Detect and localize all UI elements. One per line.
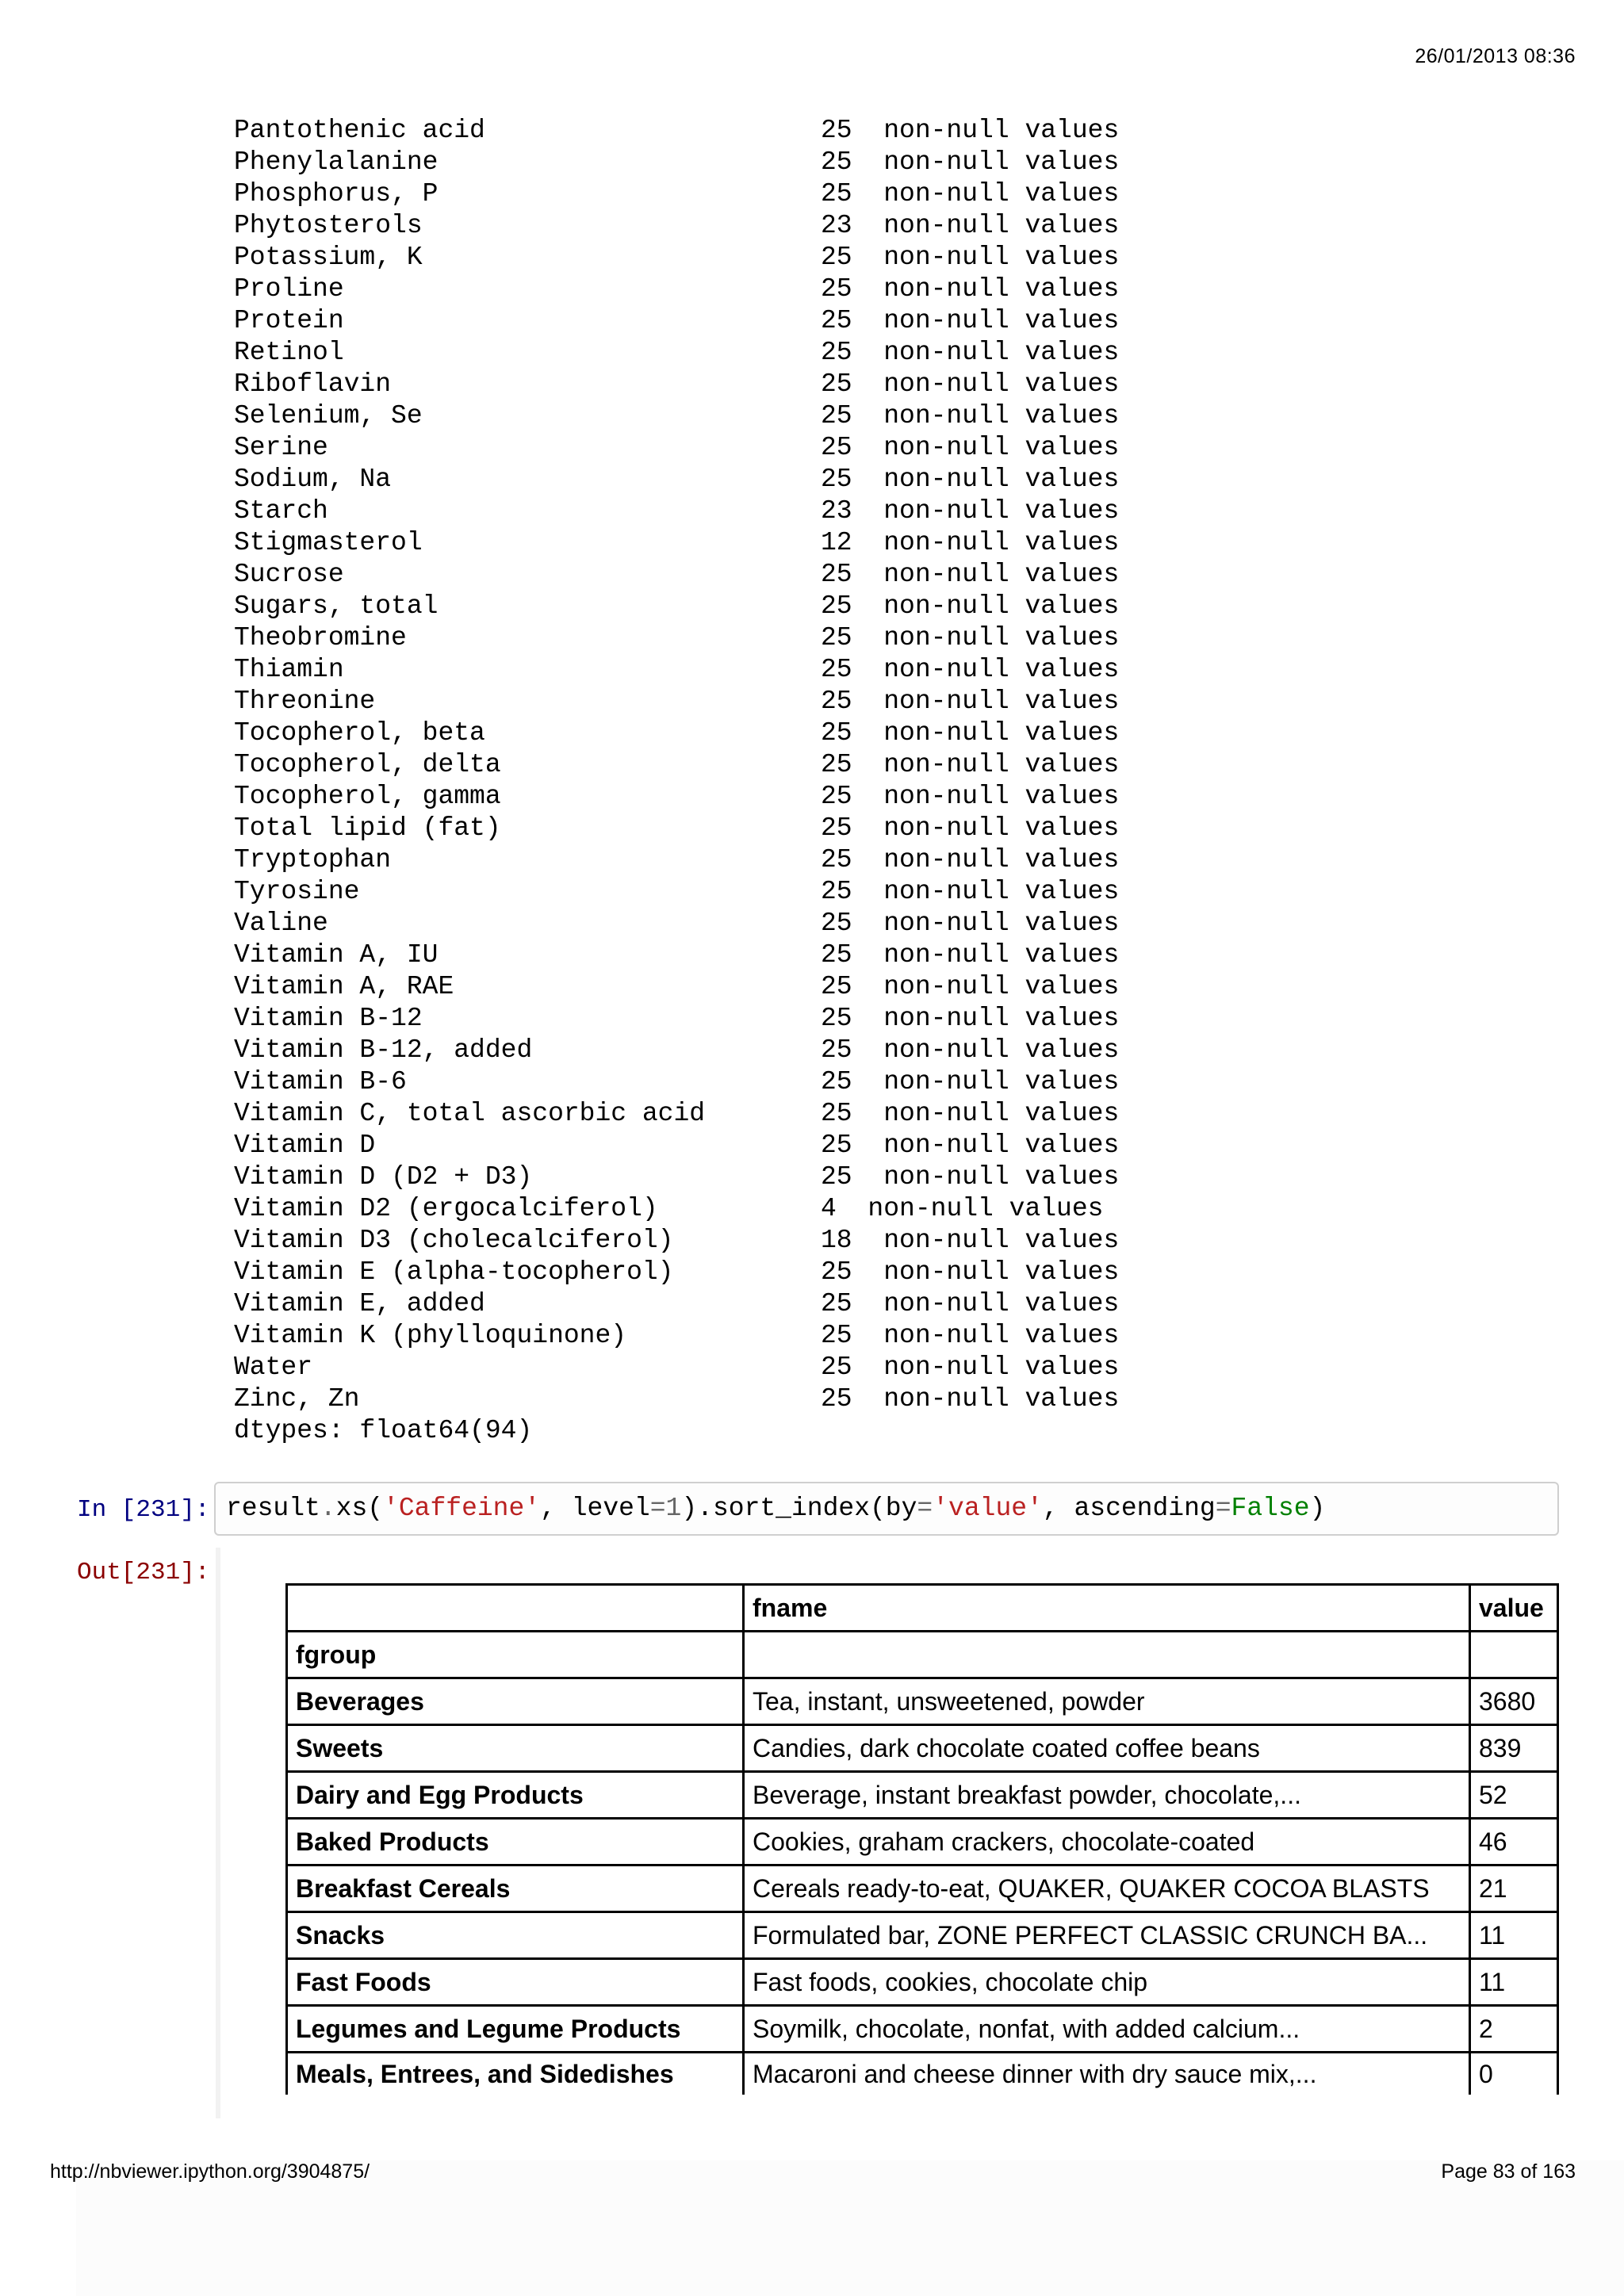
info-count <box>821 242 1119 274</box>
info-count <box>821 464 1119 496</box>
info-count <box>821 337 1119 369</box>
info-count <box>821 1383 1119 1415</box>
info-column-name: Protein <box>234 306 344 335</box>
info-column-name: Tocopherol, beta <box>234 718 485 748</box>
code-equals: = <box>649 1494 666 1523</box>
cell-fname: Beverage, instant breakfast powder, chocolate,... <box>744 1772 1470 1819</box>
info-count <box>821 686 1119 718</box>
info-count-suffix: non-null values <box>883 940 1120 970</box>
dataframe-table <box>285 1583 1559 2095</box>
info-column-name: Theobromine <box>234 623 407 652</box>
info-count-number: 25 <box>821 274 852 304</box>
info-count-suffix: non-null values <box>883 813 1120 843</box>
info-count <box>821 939 1119 971</box>
info-row <box>234 718 1120 749</box>
info-column-name: Tryptophan <box>234 845 392 874</box>
code-kwarg: , ascending <box>1042 1494 1216 1523</box>
info-count <box>821 1161 1119 1193</box>
info-row <box>234 1003 1120 1035</box>
cell-fname: Fast foods, cookies, chocolate chip <box>744 1959 1470 2006</box>
info-column-name: Total lipid (fat) <box>234 813 501 843</box>
info-row <box>234 1383 1120 1415</box>
info-row <box>234 1193 1104 1225</box>
info-count <box>821 147 1119 178</box>
info-count <box>821 1066 1119 1098</box>
info-count-suffix: non-null values <box>883 718 1120 748</box>
info-count-suffix: non-null values <box>883 750 1120 779</box>
row-index-fgroup: Breakfast Cereals <box>287 1866 744 1912</box>
info-count-number: 25 <box>821 845 852 874</box>
cell-fname: Macaroni and cheese dinner with dry sauce mix,... <box>744 2053 1470 2095</box>
info-column-name: Vitamin D3 (cholecalciferol) <box>234 1226 674 1255</box>
code-string: 'Caffeine' <box>383 1494 541 1523</box>
info-count-number: 25 <box>821 972 852 1001</box>
cell-value: 11 <box>1470 1912 1558 1959</box>
info-count <box>821 178 1119 210</box>
info-row <box>234 591 1120 622</box>
output-prompt: Out[231]: <box>77 1559 210 1586</box>
cell-value: 839 <box>1470 1725 1558 1772</box>
info-row <box>234 622 1120 654</box>
cell-fname: Cereals ready-to-eat, QUAKER, QUAKER COCOA BLASTS <box>744 1866 1470 1912</box>
code-keyword: False <box>1231 1494 1310 1523</box>
info-count-suffix: non-null values <box>883 147 1120 177</box>
table-row <box>287 1678 1558 1725</box>
info-column-name: Threonine <box>234 687 376 716</box>
info-row <box>234 305 1120 337</box>
empty-cell <box>1470 1632 1558 1678</box>
table-row <box>287 2053 1558 2095</box>
info-count <box>821 844 1119 876</box>
info-row <box>234 242 1120 274</box>
cell-value: 11 <box>1470 1959 1558 2006</box>
info-row <box>234 1035 1120 1066</box>
info-count <box>821 749 1119 781</box>
info-count-suffix: non-null values <box>883 369 1120 399</box>
info-column-name: Vitamin B-6 <box>234 1067 407 1096</box>
info-count <box>821 1193 1103 1225</box>
info-count-number: 25 <box>821 433 852 462</box>
info-count-number: 25 <box>821 1067 852 1096</box>
info-row <box>234 337 1120 369</box>
info-count-number: 25 <box>821 940 852 970</box>
cell-value: 0 <box>1470 2053 1558 2095</box>
info-column-name: Sugars, total <box>234 591 439 621</box>
row-index-fgroup: Fast Foods <box>287 1959 744 2006</box>
info-count <box>821 496 1119 527</box>
cell-value: 52 <box>1470 1772 1558 1819</box>
cell-value: 21 <box>1470 1866 1558 1912</box>
info-column-name: Stigmasterol <box>234 528 423 557</box>
info-count-number: 25 <box>821 147 852 177</box>
info-count-suffix: non-null values <box>883 877 1120 906</box>
info-count-suffix: non-null values <box>883 1067 1120 1096</box>
info-count-number: 25 <box>821 465 852 494</box>
info-row <box>234 464 1120 496</box>
info-count-number: 25 <box>821 877 852 906</box>
info-count-number: 25 <box>821 338 852 367</box>
info-count-number: 25 <box>821 1384 852 1414</box>
info-row <box>234 432 1120 464</box>
table-row <box>287 1725 1558 1772</box>
info-count-number: 25 <box>821 909 852 938</box>
info-column-name: Retinol <box>234 338 344 367</box>
info-count-suffix: non-null values <box>883 591 1120 621</box>
info-count <box>821 1320 1119 1352</box>
info-count-number: 23 <box>821 211 852 240</box>
info-count-number: 25 <box>821 1035 852 1065</box>
info-column-name: Tocopherol, delta <box>234 750 501 779</box>
info-row <box>234 559 1120 591</box>
info-count <box>821 718 1119 749</box>
table-row <box>287 1866 1558 1912</box>
info-row <box>234 1257 1120 1288</box>
info-row <box>234 1320 1120 1352</box>
info-count <box>821 876 1119 908</box>
info-count-number: 25 <box>821 1004 852 1033</box>
code-var: result <box>226 1494 320 1523</box>
info-count <box>821 1130 1119 1161</box>
info-count <box>821 527 1119 559</box>
info-column-name: Valine <box>234 909 328 938</box>
info-row <box>234 876 1120 908</box>
info-count-suffix: non-null values <box>883 560 1120 589</box>
info-count-suffix: non-null values <box>883 1099 1120 1128</box>
info-count-suffix: non-null values <box>883 1384 1120 1414</box>
code-number: 1 <box>665 1494 682 1523</box>
info-count-suffix: non-null values <box>883 623 1120 652</box>
info-count <box>821 1288 1119 1320</box>
info-column-name: Water <box>234 1353 313 1382</box>
row-index-fgroup: Legumes and Legume Products <box>287 2006 744 2053</box>
info-count <box>821 1098 1119 1130</box>
info-row <box>234 496 1120 527</box>
dtypes-line: dtypes: float64(94) <box>234 1416 533 1445</box>
info-row <box>234 939 1120 971</box>
info-count-number: 25 <box>821 1353 852 1382</box>
info-count-suffix: non-null values <box>883 782 1120 811</box>
info-count-number: 25 <box>821 1257 852 1287</box>
info-column-name: Phytosterols <box>234 211 423 240</box>
code-string: 'value' <box>933 1494 1043 1523</box>
code-punct: ). <box>681 1494 713 1523</box>
info-count-suffix: non-null values <box>883 274 1120 304</box>
info-count-number: 25 <box>821 1321 852 1350</box>
info-row <box>234 686 1120 718</box>
info-row <box>234 813 1120 844</box>
info-count-number: 25 <box>821 687 852 716</box>
info-column-name: Vitamin D (D2 + D3) <box>234 1162 533 1192</box>
info-row <box>234 749 1120 781</box>
info-count-suffix: non-null values <box>883 909 1120 938</box>
info-count <box>821 559 1119 591</box>
info-count-suffix: non-null values <box>883 1226 1120 1255</box>
info-count-number: 25 <box>821 306 852 335</box>
info-column-name: Starch <box>234 496 328 526</box>
code-equals: = <box>1215 1494 1231 1523</box>
info-count-number: 23 <box>821 496 852 526</box>
info-count <box>821 400 1119 432</box>
info-row <box>234 908 1120 939</box>
info-count <box>821 1352 1119 1383</box>
info-count <box>821 908 1119 939</box>
info-count-number: 25 <box>821 750 852 779</box>
info-rows <box>234 115 1120 1415</box>
info-row <box>234 178 1120 210</box>
info-count <box>821 813 1119 844</box>
code-kwarg: , level <box>540 1494 650 1523</box>
table-body <box>287 1678 1558 2095</box>
info-column-name: Tocopherol, gamma <box>234 782 501 811</box>
info-count <box>821 432 1119 464</box>
code-dot: . <box>320 1494 336 1523</box>
info-count-suffix: non-null values <box>883 306 1120 335</box>
info-count-number: 25 <box>821 718 852 748</box>
input-prompt: In [231]: <box>77 1496 210 1524</box>
footer-url: http://nbviewer.ipython.org/3904875/ <box>50 2160 370 2183</box>
code-equals: = <box>917 1494 933 1523</box>
column-header-index <box>287 1585 744 1632</box>
info-column-name: Vitamin D <box>234 1131 376 1160</box>
info-column-name: Proline <box>234 274 344 304</box>
info-row <box>234 971 1120 1003</box>
info-count-number: 4 <box>821 1194 837 1223</box>
info-count-suffix: non-null values <box>883 655 1120 684</box>
info-count-suffix: non-null values <box>883 687 1120 716</box>
info-count <box>821 622 1119 654</box>
info-count-number: 25 <box>821 623 852 652</box>
row-index-fgroup: Snacks <box>287 1912 744 1959</box>
info-count-number: 25 <box>821 655 852 684</box>
info-count-number: 25 <box>821 813 852 843</box>
info-column-name: Vitamin A, RAE <box>234 972 454 1001</box>
code-method: sort_index(by <box>712 1494 917 1523</box>
info-column-name: Tyrosine <box>234 877 360 906</box>
info-count-suffix: non-null values <box>883 1131 1120 1160</box>
column-header-value: value <box>1470 1585 1558 1632</box>
info-count <box>821 369 1119 400</box>
info-count <box>821 305 1119 337</box>
info-count-suffix: non-null values <box>883 211 1120 240</box>
info-count <box>821 654 1119 686</box>
row-index-fgroup: Sweets <box>287 1725 744 1772</box>
info-column-name: Phenylalanine <box>234 147 439 177</box>
info-row <box>234 844 1120 876</box>
info-column-name: Serine <box>234 433 328 462</box>
table-row <box>287 1959 1558 2006</box>
info-count <box>821 971 1119 1003</box>
info-column-name: Thiamin <box>234 655 344 684</box>
info-count-suffix: non-null values <box>883 972 1120 1001</box>
info-column-name: Riboflavin <box>234 369 392 399</box>
info-count-suffix: non-null values <box>883 243 1120 272</box>
info-count-suffix: non-null values <box>883 401 1120 430</box>
info-row <box>234 781 1120 813</box>
output-gutter <box>216 1548 220 2122</box>
cell-value: 46 <box>1470 1819 1558 1866</box>
info-count-suffix: non-null values <box>883 1162 1120 1192</box>
table-row <box>287 2006 1558 2053</box>
info-count <box>821 1003 1119 1035</box>
page-cut <box>0 2118 1624 2126</box>
info-count-suffix: non-null values <box>883 116 1120 145</box>
row-index-fgroup: Beverages <box>287 1678 744 1725</box>
cell-fname: Cookies, graham crackers, chocolate-coated <box>744 1819 1470 1866</box>
info-count-suffix: non-null values <box>883 465 1120 494</box>
info-row <box>234 1098 1120 1130</box>
info-count-number: 25 <box>821 369 852 399</box>
info-count-suffix: non-null values <box>883 179 1120 209</box>
info-row <box>234 1130 1120 1161</box>
info-count <box>821 274 1119 305</box>
info-count-number: 25 <box>821 1131 852 1160</box>
table-row <box>287 1772 1558 1819</box>
info-count <box>821 781 1119 813</box>
column-header-fname: fname <box>744 1585 1470 1632</box>
info-row <box>234 654 1120 686</box>
cell-fname: Soymilk, chocolate, nonfat, with added calcium... <box>744 2006 1470 2053</box>
info-count-number: 25 <box>821 243 852 272</box>
info-count <box>821 1035 1119 1066</box>
info-column-name: Zinc, Zn <box>234 1384 360 1414</box>
info-row <box>234 115 1120 147</box>
info-column-name: Vitamin B-12, added <box>234 1035 533 1065</box>
info-row <box>234 1225 1120 1257</box>
info-count-suffix: non-null values <box>883 1321 1120 1350</box>
info-count-number: 25 <box>821 1099 852 1128</box>
info-row <box>234 1066 1120 1098</box>
info-count <box>821 1257 1119 1288</box>
row-index-fgroup: Baked Products <box>287 1819 744 1866</box>
info-row <box>234 1161 1120 1193</box>
code-method: xs( <box>335 1494 384 1523</box>
info-count-number: 12 <box>821 528 852 557</box>
info-count-suffix: non-null values <box>883 496 1120 526</box>
info-count-number: 25 <box>821 401 852 430</box>
info-column-name: Selenium, Se <box>234 401 423 430</box>
info-column-name: Vitamin B-12 <box>234 1004 423 1033</box>
info-listing <box>234 115 1120 1447</box>
info-column-name: Sucrose <box>234 560 344 589</box>
info-column-name: Vitamin K (phylloquinone) <box>234 1321 627 1350</box>
info-row <box>234 1288 1120 1320</box>
info-count <box>821 591 1119 622</box>
cell-fname: Tea, instant, unsweetened, powder <box>744 1678 1470 1725</box>
info-count-number: 25 <box>821 1289 852 1318</box>
cell-fname: Formulated bar, ZONE PERFECT CLASSIC CRUNCH BA... <box>744 1912 1470 1959</box>
info-row <box>234 527 1120 559</box>
info-count-suffix: non-null values <box>883 338 1120 367</box>
info-row <box>234 210 1120 242</box>
info-column-name: Vitamin A, IU <box>234 940 439 970</box>
info-count-suffix: non-null values <box>883 1353 1120 1382</box>
cell-fname: Candies, dark chocolate coated coffee beans <box>744 1725 1470 1772</box>
info-column-name: Vitamin E, added <box>234 1289 485 1318</box>
info-count-suffix: non-null values <box>883 1035 1120 1065</box>
info-count-number: 25 <box>821 782 852 811</box>
info-count-suffix: non-null values <box>868 1194 1104 1223</box>
info-column-name: Vitamin D2 (ergocalciferol) <box>234 1194 658 1223</box>
info-count-number: 25 <box>821 179 852 209</box>
cell-value: 3680 <box>1470 1678 1558 1725</box>
row-index-fgroup: Dairy and Egg Products <box>287 1772 744 1819</box>
info-count-suffix: non-null values <box>883 528 1120 557</box>
info-column-name: Potassium, K <box>234 243 423 272</box>
info-count-suffix: non-null values <box>883 845 1120 874</box>
info-count <box>821 1225 1119 1257</box>
info-count-number: 25 <box>821 1162 852 1192</box>
info-count-suffix: non-null values <box>883 1004 1120 1033</box>
info-count-number: 18 <box>821 1226 852 1255</box>
info-row <box>234 274 1120 305</box>
print-datetime: 26/01/2013 08:36 <box>1415 45 1576 67</box>
info-count-suffix: non-null values <box>883 433 1120 462</box>
info-column-name: Sodium, Na <box>234 465 392 494</box>
row-index-fgroup: Meals, Entrees, and Sidedishes <box>287 2053 744 2095</box>
info-row <box>234 1352 1120 1383</box>
info-row <box>234 147 1120 178</box>
info-column-name: Vitamin E (alpha-tocopherol) <box>234 1257 674 1287</box>
index-name-cell: fgroup <box>287 1632 744 1678</box>
info-column-name: Phosphorus, P <box>234 179 439 209</box>
table-header-row <box>287 1585 1558 1632</box>
info-column-name: Pantothenic acid <box>234 116 485 145</box>
info-row <box>234 400 1120 432</box>
info-count-number: 25 <box>821 116 852 145</box>
empty-cell <box>744 1632 1470 1678</box>
info-count-number: 25 <box>821 591 852 621</box>
code-cell[interactable] <box>214 1482 1559 1536</box>
footer-page-number: Page 83 of 163 <box>1441 2160 1576 2183</box>
cell-value: 2 <box>1470 2006 1558 2053</box>
table-row <box>287 1819 1558 1866</box>
info-column-name: Vitamin C, total ascorbic acid <box>234 1099 706 1128</box>
info-count-number: 25 <box>821 560 852 589</box>
info-row <box>234 369 1120 400</box>
info-count-suffix: non-null values <box>883 1289 1120 1318</box>
info-count-suffix: non-null values <box>883 1257 1120 1287</box>
table-row <box>287 1912 1558 1959</box>
code-punct: ) <box>1309 1494 1326 1523</box>
table-index-name-row <box>287 1632 1558 1678</box>
info-count <box>821 210 1119 242</box>
info-count <box>821 115 1119 147</box>
